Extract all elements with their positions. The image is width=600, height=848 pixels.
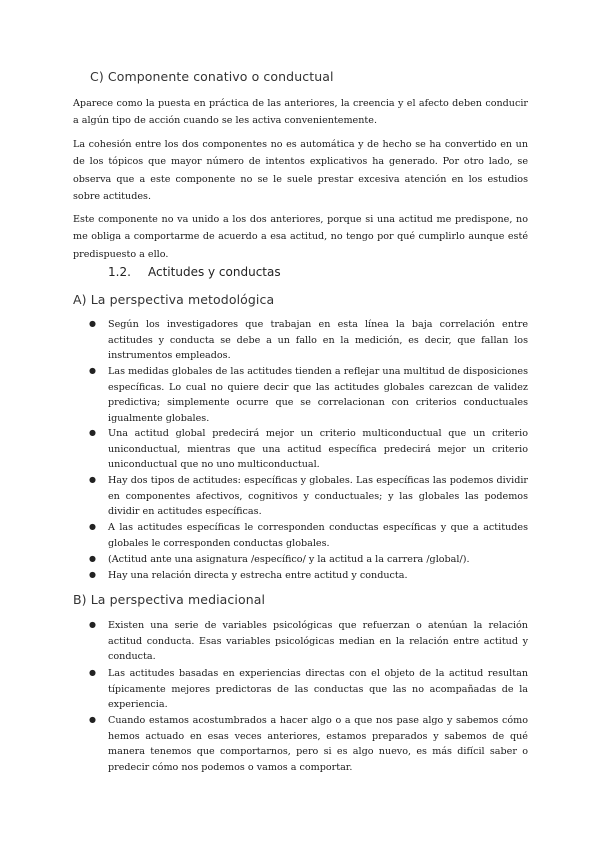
bullet-icon: ● bbox=[89, 668, 96, 677]
list-item: Las medidas globales de las actitudes tienden a reflejar una multitud de disposiciones específicas. Lo cual no quiere decir que las actitudes globales carezcan de validez predictiva; simplemente ocurre que se correlacionan con criterios conductuales igualmente globales. bbox=[108, 366, 528, 424]
list-item: A las actitudes específicas le corresponden conductas específicas y que a actitudes globales le corresponden conductas globales. bbox=[108, 522, 528, 549]
bullet-icon: ● bbox=[89, 475, 96, 484]
list-item: Cuando estamos acostumbrados a hacer algo o a que nos pase algo y sabemos cómo hemos actuado en esas veces anteriores, estamos preparados y sabemos de qué manera tenemos que comportarnos, pero si es algo nuevo, es más difícil saber o predecir cómo nos podemos o vamos a comportar. bbox=[108, 715, 528, 773]
section-c-paragraph-2: La cohesión entre los dos componentes no es automática y de hecho se ha convertido en un de los tópicos que mayor número de intentos explicativos ha generado. Por otro lado, se observa que a este componente no se le suele prestar excesiva atención en los estudios sobre actitudes. bbox=[73, 139, 528, 202]
section-c-heading: C) Componente conativo o conductual bbox=[90, 69, 334, 84]
section-c-paragraph-1: Aparece como la puesta en práctica de las anteriores, la creencia y el afecto deben conducir a algún tipo de acción cuando se les activa convenientemente. bbox=[73, 98, 528, 127]
section-1-2-number: 1.2. bbox=[108, 265, 131, 279]
list-item: Según los investigadores que trabajan en esta línea la baja correlación entre actitudes y conducta se debe a un fallo en la medición, es decir, que fallan los instrumentos empleados. bbox=[108, 319, 528, 361]
list-item: Una actitud global predecirá mejor un criterio multiconductual que un criterio uniconductual, mientras que una actitud específica predecirá mejor un criterio uniconductual que no uno multiconductual. bbox=[108, 428, 528, 470]
list-item: (Actitud ante una asignatura /específico/ y la actitud a la carrera /global/). bbox=[108, 554, 470, 565]
bullet-icon: ● bbox=[89, 570, 96, 579]
bullet-icon: ● bbox=[89, 620, 96, 629]
list-item: Existen una serie de variables psicológicas que refuerzan o atenúan la relación actitud conducta. Esas variables psicológicas median en la relación entre actitud y conducta. bbox=[108, 620, 528, 662]
bullet-icon: ● bbox=[89, 319, 96, 328]
bullet-icon: ● bbox=[89, 522, 96, 531]
list-item: Hay dos tipos de actitudes: específicas y globales. Las específicas las podemos dividir en componentes afectivos, cognitivos y conductuales; y las globales las podemos dividir en actitudes específicas. bbox=[108, 475, 528, 517]
bullet-icon: ● bbox=[89, 366, 96, 375]
perspectiva-b-heading: B) La perspectiva mediacional bbox=[73, 592, 266, 607]
bullet-icon: ● bbox=[89, 428, 96, 437]
bullet-icon: ● bbox=[89, 715, 96, 724]
list-item: Hay una relación directa y estrecha entre actitud y conducta. bbox=[108, 570, 408, 581]
bullet-icon: ● bbox=[89, 554, 96, 563]
section-1-2-heading bbox=[108, 265, 281, 279]
section-1-2-title: Actitudes y conductas bbox=[148, 265, 281, 279]
section-c-paragraph-3: Este componente no va unido a los dos anteriores, porque si una actitud me predispone, no me obliga a comportarme de acuerdo a esa actitud, no tengo por qué cumplirlo aunque esté predispuesto a ello. bbox=[73, 214, 528, 260]
perspectiva-a-heading: A) La perspectiva metodológica bbox=[73, 292, 275, 307]
list-item: Las actitudes basadas en experiencias directas con el objeto de la actitud resultan típicamente mejores predictoras de las conductas que las no acompañadas de la experiencia. bbox=[108, 668, 528, 710]
